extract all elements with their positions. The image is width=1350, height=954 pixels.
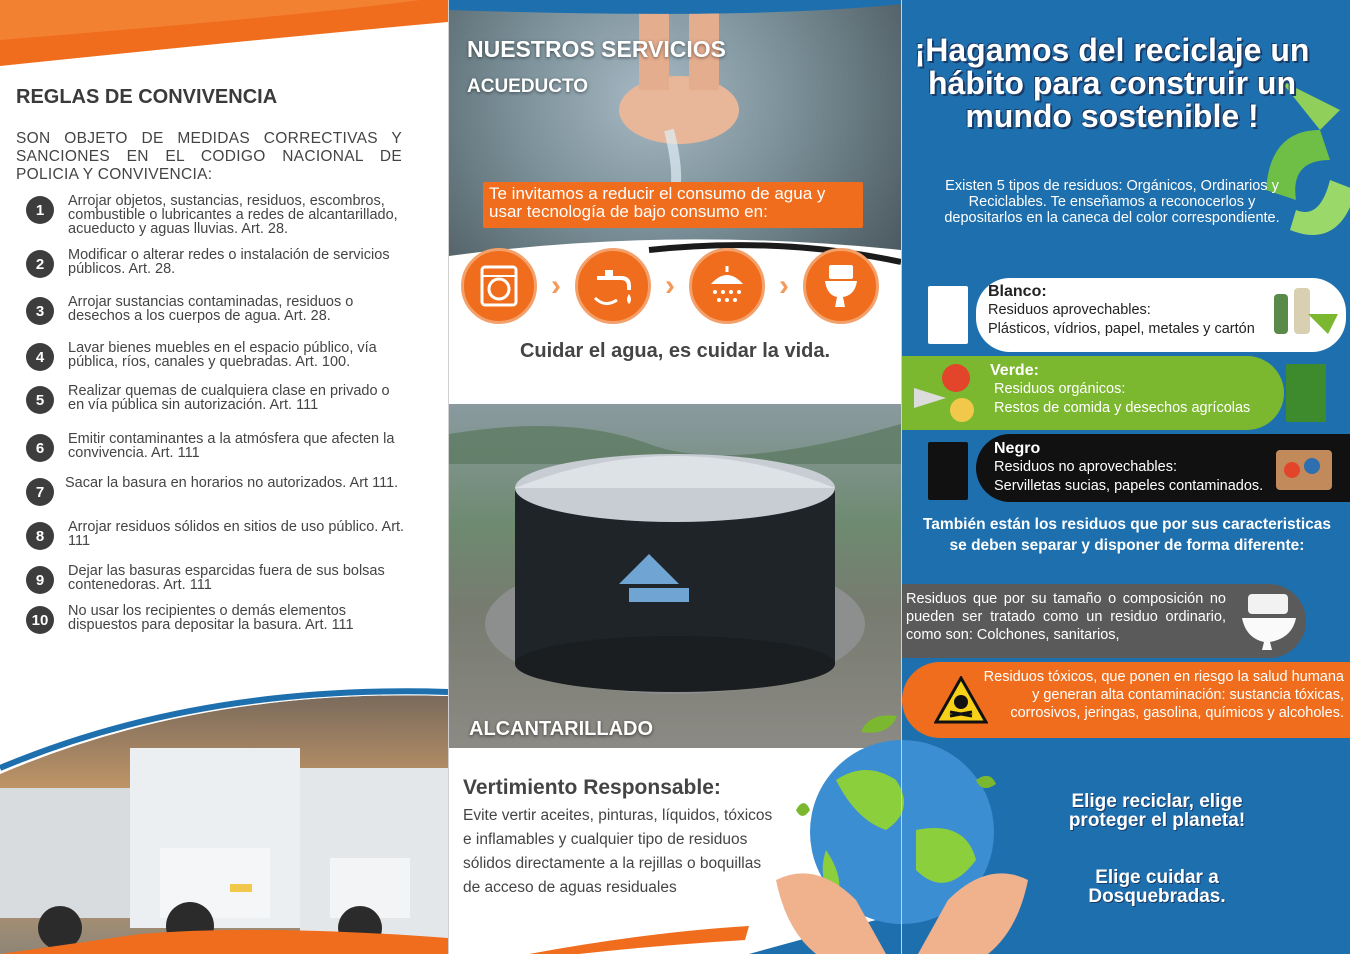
organic-waste-icon	[906, 358, 982, 426]
headline: ¡Hagamos del reciclaje un hábito para construir un mundo sostenible !	[914, 32, 1310, 134]
water-tank-illustration	[449, 404, 901, 748]
rule-text: Arrojar residuos sólidos en sitios de uso público. Art. 111	[68, 519, 405, 549]
rule-number: 2	[26, 250, 54, 278]
black-bin-icon	[928, 442, 968, 500]
green-bin-icon	[1286, 364, 1326, 422]
rule-number: 10	[26, 606, 54, 634]
rule-item	[26, 295, 406, 325]
rule-item	[26, 248, 406, 278]
rule-item	[26, 520, 406, 550]
rule-item	[26, 604, 406, 634]
rule-item	[26, 476, 406, 506]
rule-text: Emitir contaminantes a la atmósfera que afecten la convivencia. Art. 111	[68, 431, 395, 461]
hazard-warning-icon	[934, 676, 988, 724]
invite-banner: Te invitamos a reducir el consumo de agua y usar tecnología de bajo consumo en:	[483, 182, 863, 228]
rule-text: Arrojar objetos, sustancias, residuos, escombros, combustible o lubricantes a redes de alcantarillado, acueducto y aguas lluvias. Art. 28.	[68, 193, 398, 237]
green-bin-line2: Restos de comida y desechos agrícolas	[994, 400, 1251, 416]
green-bin-label: Verde:	[990, 362, 1039, 379]
green-bin-line1: Residuos orgánicos:	[994, 381, 1126, 397]
rule-number: 5	[26, 386, 54, 414]
toilet-icon	[1240, 590, 1298, 652]
rule-text: Realizar quemas de cualquiera clase en privado o en vía pública sin autorización. Art. 111	[68, 383, 390, 413]
choose-recycle-text: Elige reciclar, elige proteger el planeta!	[1068, 791, 1246, 831]
chevron-right-icon: ›	[551, 269, 561, 302]
vertimiento-text: Evite vertir aceites, pinturas, líquidos, tóxicos e inflamables y cualquier tipo de residuos sólidos directamente a la rejillas o boquillas de acceso de aguas residuales	[463, 807, 773, 896]
washing-machine-icon	[461, 248, 537, 324]
leaf-icon	[859, 712, 899, 736]
choose-dosquebradas-text: Elige cuidar a Dosquebradas.	[1088, 867, 1226, 907]
water-usage-icons	[461, 248, 879, 324]
rule-item	[26, 194, 406, 236]
non-recyclable-waste-icon	[1272, 440, 1340, 500]
earth-in-hands-illustration	[776, 740, 1036, 954]
blue-swoosh-top	[449, 0, 901, 36]
services-subtitle: ACUEDUCTO	[467, 76, 589, 97]
alcantarillado-label: ALCANTARILLADO	[469, 718, 654, 740]
orange-swoosh-top	[0, 0, 448, 66]
rule-number: 8	[26, 522, 54, 550]
rule-number: 1	[26, 196, 54, 224]
rule-number: 9	[26, 566, 54, 594]
rule-text: Lavar bienes muebles en el espacio público, vía pública, ríos, canales y quebradas. Art. 100.	[68, 340, 377, 370]
toxic-waste-card: Residuos tóxicos, que ponen en riesgo la salud humana y generan alta contaminación: sustancia tóxicas, corrosivos, jeringas, gasolina, químicos y alcoholes.	[902, 662, 1350, 738]
fold-line	[901, 0, 902, 954]
garbage-trucks-photo	[0, 688, 448, 954]
rule-item	[26, 341, 406, 371]
shower-icon	[689, 248, 765, 324]
special-waste-intro: También están los residuos que por sus caracteristicas se deben separar y disponer de forma diferente:	[922, 516, 1332, 554]
rule-text: Modificar o alterar redes o instalación de servicios públicos. Art. 28.	[68, 247, 390, 277]
rule-number: 4	[26, 343, 54, 371]
rule-text: Dejar las basuras esparcidas fuera de sus bolsas contenedoras. Art. 111	[68, 563, 385, 593]
white-bin-icon	[928, 286, 968, 344]
rule-number: 7	[26, 478, 54, 506]
rule-item	[26, 564, 406, 594]
rule-item	[26, 432, 406, 462]
special-waste-card: Residuos que por su tamaño o composición no pueden ser tratado como un residuo ordinario, como son: Colchones, sanitarios,	[902, 584, 1306, 658]
vertimiento-title: Vertimiento Responsable:	[463, 776, 721, 799]
white-bin-line2: Plásticos, vídrios, papel, metales y cartón	[988, 321, 1255, 337]
white-bin-line1: Residuos aprovechables:	[988, 302, 1151, 318]
fold-line	[448, 0, 449, 954]
rule-number: 3	[26, 297, 54, 325]
chevron-right-icon: ›	[779, 269, 789, 302]
rules-panel	[0, 0, 448, 954]
chevron-right-icon: ›	[665, 269, 675, 302]
services-title: NUESTROS SERVICIOS	[467, 36, 727, 62]
rule-text: No usar los recipientes o demás elementos dispuestos para depositar la basura. Art. 111	[68, 603, 354, 633]
black-bin-line1: Residuos no aprovechables:	[994, 459, 1177, 475]
white-bin-label: Blanco:	[988, 283, 1047, 300]
toilet-icon	[803, 248, 879, 324]
faucet-icon	[575, 248, 651, 324]
black-bin-label: Negro	[994, 440, 1041, 457]
slogan: Cuidar el agua, es cuidar la vida.	[519, 340, 831, 362]
rule-text: Arrojar sustancias contaminadas, residuos o desechos a los cuerpos de agua. Art. 28.	[68, 294, 354, 324]
black-bin-line2: Servilletas sucias, papeles contaminados.	[994, 478, 1264, 494]
rule-number: 6	[26, 434, 54, 462]
waste-types-intro: Existen 5 tipos de residuos: Orgánicos, Ordinarios y Reciclables. Te enseñamos a reconocerlos y depositarlos en la caneca del color correspondiente.	[944, 178, 1280, 226]
rules-intro: SON OBJETO DE MEDIDAS CORRECTIVAS Y SANCIONES EN EL CODIGO NACIONAL DE POLICIA Y CONVIVENCIA:	[16, 130, 402, 183]
recyclables-icon	[1268, 284, 1346, 348]
rules-title: REGLAS DE CONVIVENCIA	[16, 86, 278, 108]
rule-item	[26, 384, 406, 414]
rule-text: Sacar la basura en horarios no autorizados. Art 111.	[65, 475, 399, 491]
